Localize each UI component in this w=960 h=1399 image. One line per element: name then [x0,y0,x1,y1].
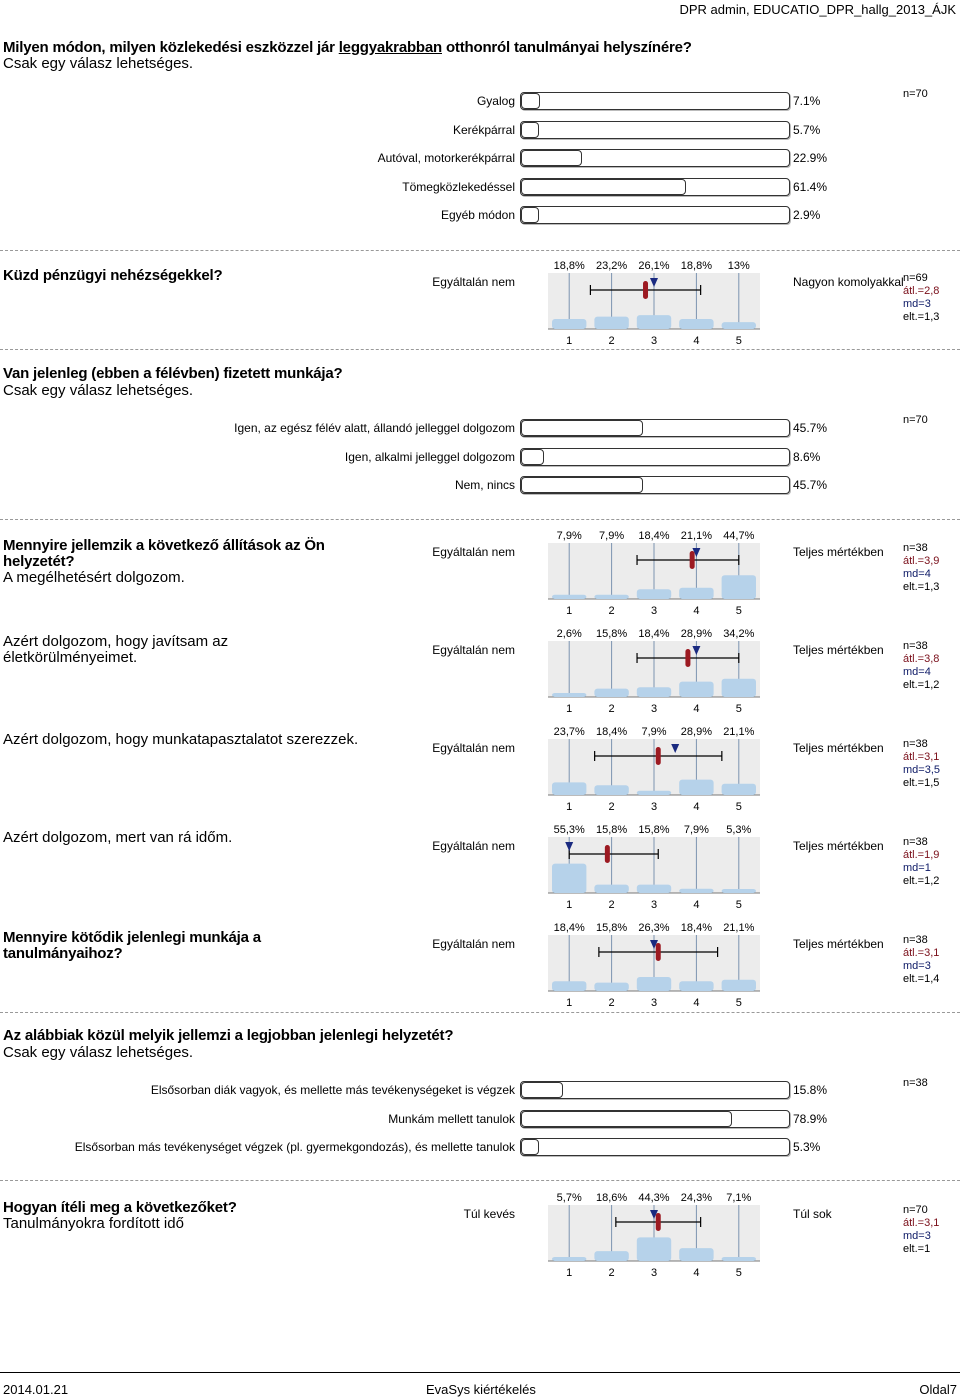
q4-2-bar [552,693,586,697]
q4-title: Mennyire jellemzik a következő állítások az Ön helyzetét? [3,537,325,570]
q4-statement-text: Azért dolgozom, hogy javítsam az életkörülményeimet. [3,633,229,666]
q4-3-pct-label: 23,7% [553,726,585,738]
q5-chart [0,916,960,1016]
q5-tick-label: 4 [693,997,700,1009]
q2-pct-label: 18,8% [680,260,713,272]
q4-4-chart [0,818,960,918]
q1-option-bar-fill [521,122,539,138]
q1-option-label: Autóval, motorkerékpárral [377,151,515,165]
q4-1-pct-label: 7,9% [556,530,582,542]
q3-option-label: Igen, az egész félév alatt, állandó jelleggel dolgozom [234,421,515,435]
q4-2-tick-label: 3 [650,703,658,715]
q4-2-right-label: Teljes mértékben [793,643,884,657]
q7-chart [0,1186,960,1286]
q2-stat-n: n=69 [903,272,928,284]
q6-n: n=38 [903,1077,928,1089]
q4-3-tick-label: 2 [608,801,615,813]
q5-pct-label: 18,4% [680,922,713,934]
q4-2-mean-marker [685,649,690,667]
q3-option-bar-fill [521,477,643,493]
q4-4-tick-label: 5 [735,899,742,911]
q1-option-bar [520,121,790,139]
q3-option-label: Nem, nincs [454,478,515,492]
q2-bar [679,319,713,329]
q4-statement-text: Azért dolgozom, mert van rá időm. [3,829,233,846]
q7-stat-mean: átl.=3,1 [903,1217,940,1229]
q7-tick-label: 2 [608,1267,615,1279]
q7-bar [594,1251,628,1261]
q4-2-bar [679,682,713,697]
q5-right-label: Teljes mértékben [793,937,884,951]
q4-3-stat-n: n=38 [903,738,928,750]
q5-tick-label: 1 [566,997,573,1009]
q1-title: Milyen módon, milyen közlekedési eszközzel jár leggyakrabban otthonról tanulmányai helyszínére? [3,39,692,56]
q4-3-pct-label: 28,9% [680,726,713,738]
q4-3-stats [903,738,940,790]
q4-3-bar [594,785,628,795]
q2-bar [637,315,671,329]
q4-1-pct-label: 21,1% [680,530,713,542]
q1-n: n=70 [903,88,928,100]
q3-option-bar [520,476,790,494]
q7-pct-label: 24,3% [680,1192,713,1204]
q5-bar [637,977,671,991]
q4-3-tick-label: 1 [566,801,573,813]
q2-stat-deviation: elt.=1,3 [903,311,940,323]
q4-1-pct-label: 7,9% [599,530,625,542]
q4-3-left-label: Egyáltalán nem [432,741,515,755]
q6-option-bar [520,1110,790,1128]
q7-subtitle: Tanulmányokra fordított idő [3,1215,184,1232]
q4-2-pct-label: 18,4% [638,628,670,640]
q4-4-tick-label: 2 [608,899,615,911]
q2-pct-label: 18,8% [553,260,585,272]
q2-bar [594,317,628,329]
q4-2-stats [903,640,939,692]
q6-option-pct: 78.9% [793,1111,828,1126]
q4-1-tick-label: 1 [566,605,573,617]
q2-bar [552,319,586,329]
q7-stats [903,1204,939,1256]
q4-1-bar [637,589,671,599]
q1-option-label: Tömegközlekedéssel [402,179,515,194]
q4-4-bar [594,885,628,893]
footer-date: 2014.01.21 [3,1382,69,1397]
q4-1-right-label: Teljes mértékben [793,545,884,559]
q1-option-bar [520,206,790,224]
q7-pct-label: 44,3% [638,1192,670,1204]
q4-4-bar [637,885,671,893]
q4-3-bar [722,784,756,795]
q2-tick-label: 3 [650,335,658,347]
q4-3-pct-label: 7,9% [641,726,667,738]
q7-pct-label: 5,7% [556,1192,582,1204]
footer-center: EvaSys kiértékelés [426,1382,536,1397]
q6-option-bar [520,1081,790,1099]
q4-2-tick-label: 1 [566,703,573,715]
q7-stat-median: md=3 [903,1230,931,1242]
q2-mean-marker [643,281,648,299]
q4-3-bar [637,791,671,795]
q3-option-label: Igen, alkalmi jelleggel dolgozom [344,449,515,464]
q4-4-pct-label: 15,8% [638,824,670,836]
q4-1-tick-label: 4 [693,605,700,617]
divider [0,1180,960,1181]
q4-2-bar [594,689,628,697]
q1-subtitle: Csak egy válasz lehetséges. [3,55,194,72]
q4-3-tick-label: 4 [693,801,700,813]
q4-1-stat-mean: átl.=3,9 [903,555,940,567]
q4-4-stat-deviation: elt.=1,2 [903,875,940,887]
q7-left-label: Túl kevés [463,1207,515,1221]
q7-tick-label: 4 [693,1267,700,1279]
divider [0,1012,960,1013]
q1-option-bar-fill [521,93,540,109]
q3-option-bar-fill [521,420,643,436]
q7-right-label: Túl sok [793,1207,832,1221]
q4-2-tick-label: 5 [735,703,742,715]
q1-option-label: Egyéb módon [440,208,515,222]
q5-bar [722,980,756,991]
q4-1-stat-median: md=4 [903,568,931,580]
q5-bar [552,981,586,991]
q2-tick-label: 5 [735,335,742,347]
q4-1-left-label: Egyáltalán nem [432,545,515,559]
q4-4-pct-label: 7,9% [683,824,709,836]
q2-left-label: Egyáltalán nem [432,275,515,289]
q2-pct-label: 26,1% [638,260,670,272]
q4-3-bar [679,780,713,795]
q4-2-bar [722,679,756,697]
q2-tick-label: 2 [608,335,615,347]
q4-4-stat-mean: átl.=1,9 [903,849,940,861]
q7-bar [552,1257,586,1261]
q1-option-bar-fill [521,207,539,223]
q4-3-pct-label: 21,1% [723,726,755,738]
q1-option-pct: 5.7% [793,122,821,137]
q4-2-pct-label: 15,8% [595,628,628,640]
q4-4-stats [903,836,939,888]
q4-4-pct-label: 55,3% [553,824,585,836]
q5-stat-mean: átl.=3,1 [903,947,940,959]
q5-mean-marker [656,943,661,961]
q6-title: Az alábbiak közül melyik jellemzi a legjobban jelenlegi helyzetét? [3,1027,454,1044]
q4-3-stat-mean: átl.=3,1 [903,751,940,763]
q4-4-stat-median: md=1 [903,862,931,874]
q4-4-bar [722,889,756,893]
q4-1-stats [903,542,939,594]
q4-3-mean-marker [656,747,661,765]
q3-option-pct: 8.6% [793,449,821,464]
q4-1-stat-n: n=38 [903,542,928,554]
q7-mean-marker [656,1213,661,1231]
q5-stat-deviation: elt.=1,4 [903,973,940,985]
q4-1-bar [594,595,628,599]
q2-tick-label: 4 [693,335,700,347]
q6-option-bar [520,1138,790,1156]
q7-bar [679,1248,713,1261]
q3-option-bar [520,448,790,466]
q4-4-pct-label: 5,3% [726,824,752,836]
q4-4-left-label: Egyáltalán nem [432,839,515,853]
q7-pct-label: 7,1% [726,1192,752,1204]
q4-1-stat-deviation: elt.=1,3 [903,581,940,593]
q6-option-pct: 5.3% [793,1140,821,1154]
q2-stats [903,272,939,324]
q4-3-stat-median: md=3,5 [903,764,940,776]
q5-tick-label: 3 [650,997,658,1009]
q1-option-bar-fill [521,150,582,166]
q6-option-label: Munkám mellett tanulok [388,1111,515,1126]
q7-stat-deviation: elt.=1 [903,1243,931,1255]
q7-bar [637,1237,671,1261]
q4-4-pct-label: 15,8% [595,824,628,836]
q4-1-tick-label: 3 [650,605,658,617]
divider [0,519,960,520]
q4-4-bar [679,889,713,893]
q4-statement-text: A megélhetésért dolgozom. [3,569,185,586]
q4-3-tick-label: 5 [735,801,742,813]
q5-bar [594,983,628,991]
q4-1-pct-label: 18,4% [638,530,670,542]
q1-option-pct: 22.9% [793,151,828,165]
q7-pct-label: 18,6% [595,1192,628,1204]
q1-option-pct: 2.9% [793,208,821,222]
q7-bar [722,1257,756,1261]
q4-2-chart [0,622,960,722]
q6-subtitle: Csak egy válasz lehetséges. [3,1044,194,1061]
q4-2-bar [637,687,671,697]
q5-pct-label: 21,1% [723,922,755,934]
q4-4-tick-label: 4 [693,899,700,911]
q1-option-bar [520,149,790,167]
q4-2-stat-median: md=4 [903,666,931,678]
q6-option-label: Elsősorban más tevékenységet végzek (pl. gyermekgondozás), és mellette tanulok [74,1140,515,1154]
q4-4-stat-n: n=38 [903,836,928,848]
q5-stat-n: n=38 [903,934,928,946]
q5-stat-median: md=3 [903,960,931,972]
q4-2-tick-label: 2 [608,703,615,715]
q5-stats [903,934,939,986]
q1-option-pct: 61.4% [793,179,828,194]
q4-2-stat-deviation: elt.=1,2 [903,679,940,691]
q4-1-bar [722,575,756,599]
q4-4-tick-label: 3 [650,899,658,911]
q4-4-bar [552,864,586,893]
q5-tick-label: 2 [608,997,615,1009]
q2-pct-label: 13% [727,260,750,272]
q4-3-stat-deviation: elt.=1,5 [903,777,940,789]
q7-tick-label: 5 [735,1267,742,1279]
divider [0,349,960,350]
q5-tick-label: 5 [735,997,742,1009]
q5-bar [679,981,713,991]
q4-2-pct-label: 34,2% [723,628,755,640]
q4-1-tick-label: 2 [608,605,615,617]
q4-3-tick-label: 3 [650,801,658,813]
q7-tick-label: 3 [650,1267,658,1279]
q6-option-label: Elsősorban diák vagyok, és mellette más tevékenységeket is végzek [150,1083,515,1097]
q4-2-left-label: Egyáltalán nem [432,643,515,657]
q4-4-tick-label: 1 [566,899,573,911]
q4-statement-text: Azért dolgozom, hogy munkatapasztalatot szerezzek. [3,731,359,748]
q4-1-mean-marker [690,551,695,569]
q4-2-pct-label: 28,9% [680,628,713,640]
q1-option-bar [520,178,790,196]
q3-n: n=70 [903,414,928,426]
q3-subtitle: Csak egy válasz lehetséges. [3,382,194,399]
q3-title: Van jelenleg (ebben a félévben) fizetett munkája? [3,365,343,382]
q4-4-right-label: Teljes mértékben [793,839,884,853]
q5-pct-label: 18,4% [553,922,585,934]
q2-stat-mean: átl.=2,8 [903,285,940,297]
q2-stat-median: md=3 [903,298,931,310]
q2-title: Küzd pénzügyi nehézségekkel? [3,267,223,284]
q4-4-mean-marker [605,845,610,863]
q4-2-tick-label: 4 [693,703,700,715]
footer-line [0,1372,960,1373]
q6-option-bar-fill [521,1111,732,1127]
q6-option-bar-fill [521,1139,539,1155]
q1-option-pct: 7.1% [793,94,821,108]
q3-option-bar-fill [521,449,544,465]
q2-right-label: Nagyon komolyakkal [793,275,904,289]
q4-3-chart [0,720,960,820]
q1-option-bar-fill [521,179,686,195]
footer-page: Oldal7 [919,1382,957,1397]
q4-2-pct-label: 2,6% [556,628,582,640]
q4-1-tick-label: 5 [735,605,742,617]
q7-stat-n: n=70 [903,1204,928,1216]
q2-bar [722,322,756,329]
divider [0,250,960,251]
q3-option-bar [520,419,790,437]
q6-option-bar-fill [521,1082,563,1098]
q3-option-pct: 45.7% [793,478,828,492]
q3-option-pct: 45.7% [793,421,828,435]
q2-tick-label: 1 [566,335,573,347]
q6-option-pct: 15.8% [793,1083,828,1097]
header-info: DPR admin, EDUCATIO_DPR_hallg_2013_ÁJK [679,2,956,17]
q4-3-bar [552,782,586,795]
q7-title: Hogyan ítéli meg a következőket? [3,1199,237,1216]
q1-option-label: Gyalog [476,94,515,108]
q5-pct-label: 15,8% [595,922,628,934]
q4-1-chart [0,524,960,624]
q4-3-pct-label: 18,4% [595,726,628,738]
q5-title: Mennyire kötődik jelenlegi munkája a tanulmányaihoz? [3,929,261,962]
q4-2-stat-n: n=38 [903,640,928,652]
q4-2-stat-mean: átl.=3,8 [903,653,940,665]
q1-option-label: Kerékpárral [452,122,515,137]
q1-option-bar [520,92,790,110]
q5-left-label: Egyáltalán nem [432,937,515,951]
q4-1-pct-label: 44,7% [723,530,755,542]
q2-pct-label: 23,2% [595,260,628,272]
q5-pct-label: 26,3% [638,922,670,934]
q2-chart [0,254,960,354]
q4-1-bar [552,595,586,599]
q7-tick-label: 1 [566,1267,573,1279]
q4-1-bar [679,588,713,599]
q4-3-right-label: Teljes mértékben [793,741,884,755]
